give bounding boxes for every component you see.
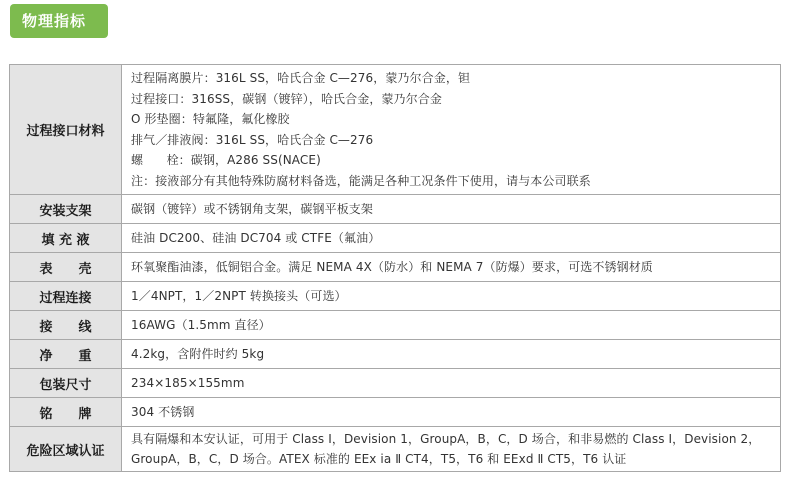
row-value: 硅油 DC200、硅油 DC704 或 CTFE（氟油） bbox=[122, 224, 781, 253]
table-row bbox=[10, 65, 781, 195]
table-row bbox=[10, 195, 781, 224]
value-line: 过程隔离膜片：316L SS，哈氏合金 C—276，蒙乃尔合金，钽 bbox=[131, 71, 471, 85]
table-row bbox=[10, 282, 781, 311]
row-value: 304 不锈钢 bbox=[122, 398, 781, 427]
row-label: 填 充 液 bbox=[10, 224, 122, 253]
spec-table bbox=[9, 64, 781, 472]
row-label: 过程接口材料 bbox=[10, 65, 122, 195]
value-line: GroupA，B，C，D 场合。ATEX 标准的 EEx ia Ⅱ CT4，T5，T6 和 EExd Ⅱ CT5，T6 认证 bbox=[131, 452, 627, 466]
value-line: O 形垫圈：特氟隆，氟化橡胶 bbox=[131, 112, 290, 126]
row-label: 危险区域认证 bbox=[10, 427, 122, 472]
row-value: 1／4NPT，1／2NPT 转换接头（可选） bbox=[122, 282, 781, 311]
row-label: 接 线 bbox=[10, 311, 122, 340]
value-line: 注：接液部分有其他特殊防腐材料备选，能满足各种工况条件下使用，请与本公司联系 bbox=[131, 173, 591, 188]
table-row bbox=[10, 311, 781, 340]
row-label: 包装尺寸 bbox=[10, 369, 122, 398]
row-value: 16AWG（1.5mm 直径） bbox=[122, 311, 781, 340]
value-line: 具有隔爆和本安认证，可用于 Class Ⅰ，Devision 1，GroupA，B，C，D 场合，和非易燃的 Class Ⅰ，Devision 2， bbox=[131, 431, 761, 446]
value-line: 螺 栓：碳钢，A286 SS(NACE) bbox=[131, 153, 321, 167]
table-row bbox=[10, 369, 781, 398]
row-label: 过程连接 bbox=[10, 282, 122, 311]
row-value: 4.2kg，含附件时约 5kg bbox=[122, 340, 781, 369]
row-value bbox=[122, 427, 781, 472]
row-value: 234×185×155mm bbox=[122, 369, 781, 398]
table-row bbox=[10, 253, 781, 282]
section-title: 物理指标 bbox=[10, 4, 108, 38]
table-row bbox=[10, 427, 781, 472]
row-label: 表 壳 bbox=[10, 253, 122, 282]
value-line: 排气／排液阀：316L SS，哈氏合金 C—276 bbox=[131, 132, 374, 147]
row-value: 环氧聚酯油漆，低铜铝合金。满足 NEMA 4X（防水）和 NEMA 7（防爆）要求，可选不锈钢材质 bbox=[122, 253, 781, 282]
table-row bbox=[10, 398, 781, 427]
value-line: 过程接口：316SS，碳钢（镀锌），哈氏合金，蒙乃尔合金 bbox=[131, 91, 442, 106]
row-value: 碳钢（镀锌）或不锈钢角支架，碳钢平板支架 bbox=[122, 195, 781, 224]
row-label: 安装支架 bbox=[10, 195, 122, 224]
table-row bbox=[10, 224, 781, 253]
row-label: 铭 牌 bbox=[10, 398, 122, 427]
row-value bbox=[122, 65, 781, 195]
row-label: 净 重 bbox=[10, 340, 122, 369]
table-row bbox=[10, 340, 781, 369]
